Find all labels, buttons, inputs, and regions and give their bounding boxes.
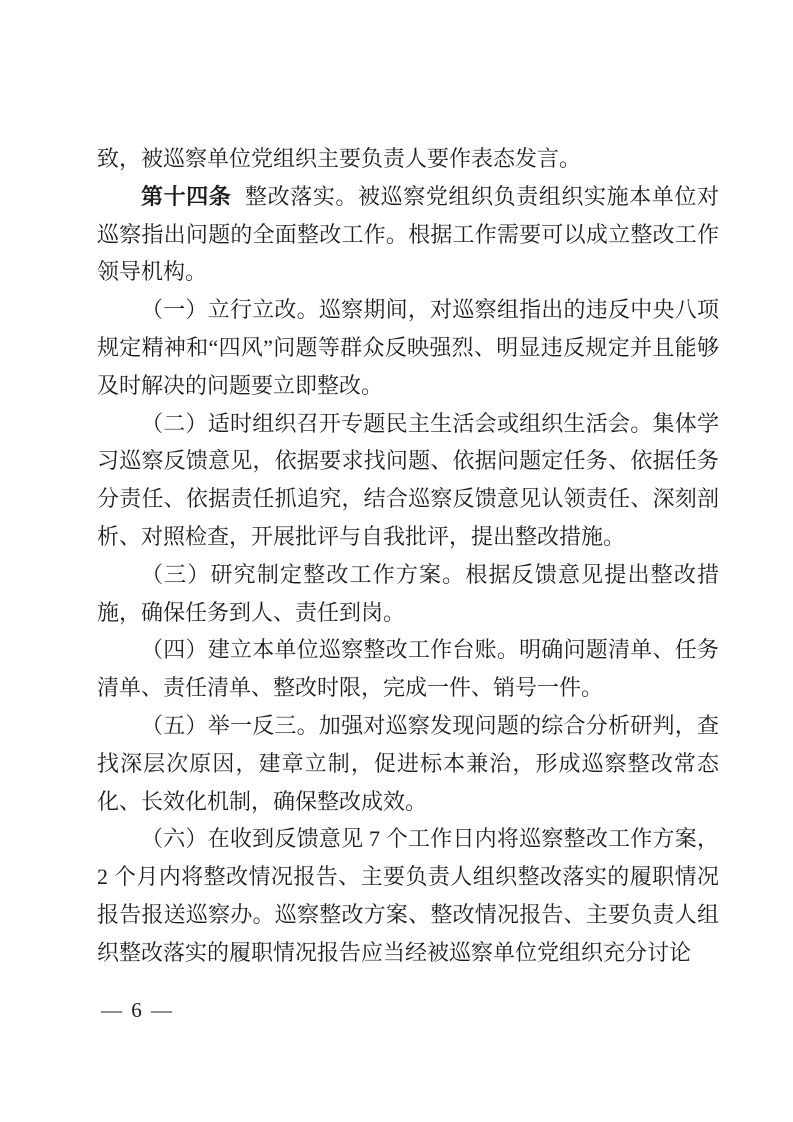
article-heading: 第十四条 — [141, 183, 232, 209]
paragraph — [97, 707, 719, 820]
paragraph — [97, 556, 719, 632]
paragraph — [97, 820, 719, 971]
paragraph — [97, 405, 719, 556]
paragraph — [97, 291, 719, 404]
paragraph-text: （三）研究制定整改工作方案。根据反馈意见提出整改措施，确保任务到人、责任到岗。 — [97, 561, 719, 625]
paragraph — [97, 178, 719, 291]
paragraph-text: 整改落实。被巡察党组织负责组织实施本单位对巡察指出问题的全面整改工作。根据工作需要可以成立整改工作领导机构。 — [97, 183, 719, 285]
paragraph — [97, 140, 719, 178]
paragraph-text: （二）适时组织召开专题民主生活会或组织生活会。集体学习巡察反馈意见，依据要求找问题、依据问题定任务、依据任务分责任、依据责任抓追究，结合巡察反馈意见认领责任、深刻剖析、对照检查，开展批评与自我批评，提出整改措施。 — [97, 410, 719, 549]
paragraph-text: （五）举一反三。加强对巡察发现问题的综合分析研判，查找深层次原因，建章立制，促进标本兼治，形成巡察整改常态化、长效化机制，确保整改成效。 — [97, 712, 719, 814]
paragraph — [97, 631, 719, 707]
document-body — [97, 140, 719, 972]
paragraph-text: 致，被巡察单位党组织主要负责人要作表态发言。 — [97, 146, 582, 171]
paragraph-text: （四）建立本单位巡察整改工作台账。明确问题清单、任务清单、责任清单、整改时限，完成一件、销号一件。 — [97, 637, 719, 701]
paragraph-text: （六）在收到反馈意见 7 个工作日内将巡察整改工作方案，2 个月内将整改情况报告、主要负责人组织整改落实的履职情况报告报送巡察办。巡察整改方案、整改情况报告、主要负责人组织整改落实的履职情况报告应当经被巡察单位党组织充分讨论 — [97, 826, 719, 965]
page-number: — 6 — — [101, 998, 174, 1022]
paragraph-text: （一）立行立改。巡察期间，对巡察组指出的违反中央八项规定精神和“四风”问题等群众反映强烈、明显违反规定并且能够及时解决的问题要立即整改。 — [97, 297, 719, 398]
page-footer — [101, 996, 174, 1024]
